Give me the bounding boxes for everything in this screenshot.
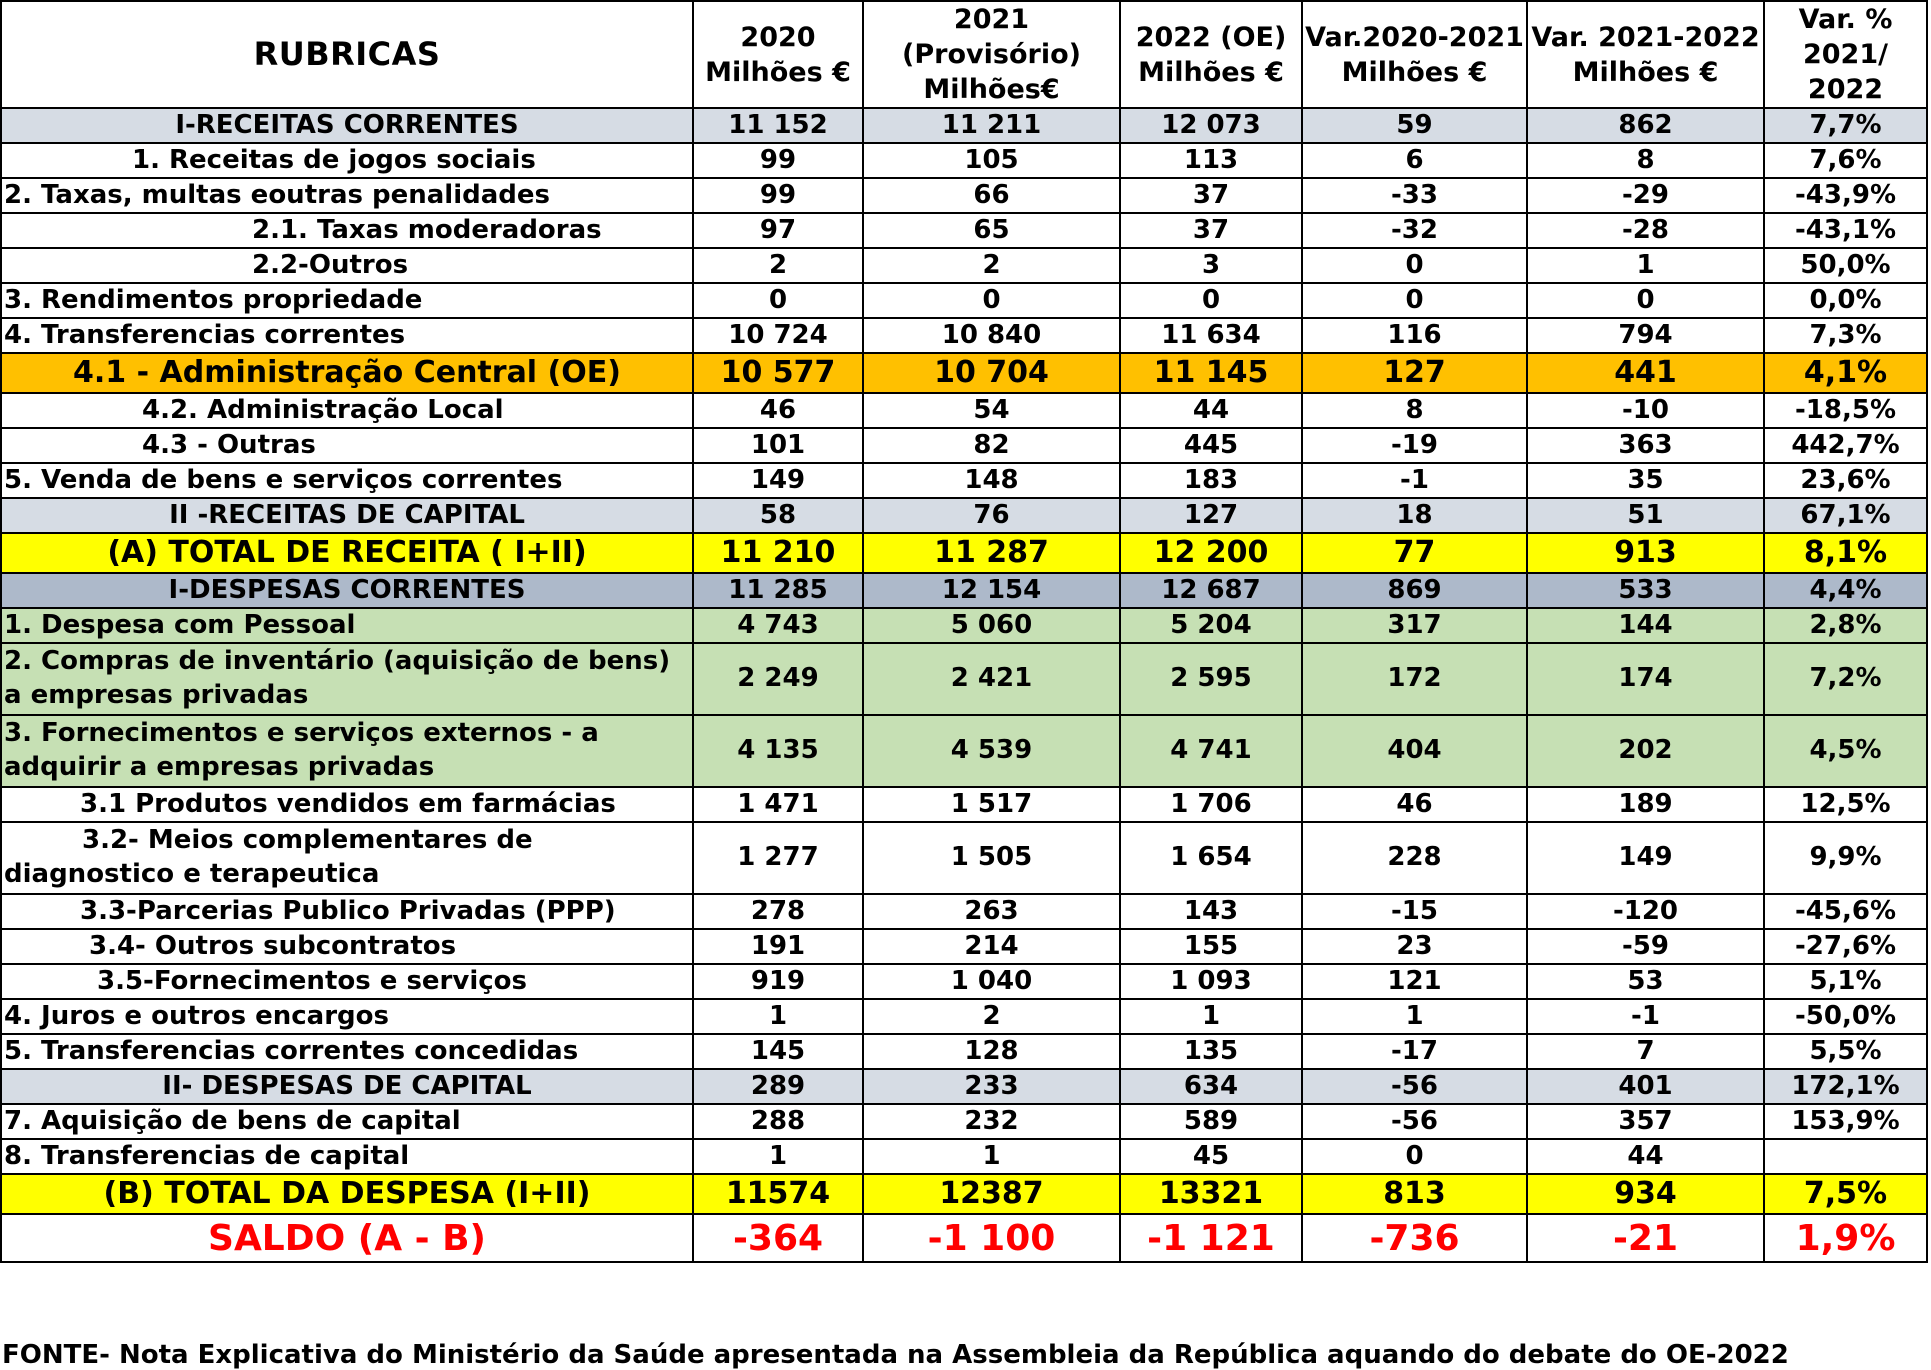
cell-col-5: -120 <box>1527 894 1764 929</box>
cell-col-6: -50,0% <box>1764 999 1927 1034</box>
cell-col-3: 135 <box>1120 1034 1302 1069</box>
cell-col-3: 45 <box>1120 1139 1302 1174</box>
cell-col-2: 232 <box>863 1104 1120 1139</box>
cell-col-6: 2,8% <box>1764 608 1927 643</box>
cell-col-3: 11 634 <box>1120 318 1302 353</box>
cell-col-1: 919 <box>693 964 863 999</box>
cell-col-6: 5,5% <box>1764 1034 1927 1069</box>
cell-col-5: 7 <box>1527 1034 1764 1069</box>
cell-col-4: 6 <box>1302 143 1527 178</box>
cell-col-6: 4,4% <box>1764 573 1927 608</box>
cell-col-2: 0 <box>863 283 1120 318</box>
cell-col-4: -19 <box>1302 428 1527 463</box>
cell-col-5: 794 <box>1527 318 1764 353</box>
cell-col-5: 144 <box>1527 608 1764 643</box>
cell-col-5: 441 <box>1527 353 1764 393</box>
cell-col-3: 127 <box>1120 498 1302 533</box>
table-row <box>1 1214 1927 1262</box>
table-row <box>1 608 1927 643</box>
row-label: 2.1. Taxas moderadoras <box>1 213 693 248</box>
cell-col-3: 1 <box>1120 999 1302 1034</box>
row-label: 1. Despesa com Pessoal <box>1 608 693 643</box>
cell-col-4: 0 <box>1302 248 1527 283</box>
table-row <box>1 1069 1927 1104</box>
cell-col-6: -43,1% <box>1764 213 1927 248</box>
cell-col-1: 10 577 <box>693 353 863 393</box>
cell-col-2: 148 <box>863 463 1120 498</box>
cell-col-1: 1 <box>693 999 863 1034</box>
header-2020: 2020 Milhões € <box>693 1 863 108</box>
cell-col-3: -1 121 <box>1120 1214 1302 1262</box>
cell-col-1: 1 471 <box>693 787 863 822</box>
cell-col-5: 1 <box>1527 248 1764 283</box>
cell-col-5: 44 <box>1527 1139 1764 1174</box>
table-row <box>1 1034 1927 1069</box>
row-label: 2.2-Outros <box>1 248 693 283</box>
cell-col-5: 401 <box>1527 1069 1764 1104</box>
row-label: SALDO (A - B) <box>1 1214 693 1262</box>
header-var-2020-2021: Var.2020-2021 Milhões € <box>1302 1 1527 108</box>
row-label: I-RECEITAS CORRENTES <box>1 108 693 143</box>
cell-col-3: 12 200 <box>1120 533 1302 573</box>
cell-col-1: 145 <box>693 1034 863 1069</box>
cell-col-6: -18,5% <box>1764 393 1927 428</box>
cell-col-1: 0 <box>693 283 863 318</box>
cell-col-2: 66 <box>863 178 1120 213</box>
row-label: 3. Fornecimentos e serviços externos - a adquirir a empresas privadas <box>1 715 693 787</box>
cell-col-3: 37 <box>1120 213 1302 248</box>
cell-col-6: 153,9% <box>1764 1104 1927 1139</box>
cell-col-5: 862 <box>1527 108 1764 143</box>
cell-col-2: 5 060 <box>863 608 1120 643</box>
header-2021: 2021 (Provisório) Milhões€ <box>863 1 1120 108</box>
cell-col-5: 53 <box>1527 964 1764 999</box>
cell-col-4: 228 <box>1302 822 1527 894</box>
row-label: 3.1 Produtos vendidos em farmácias <box>1 787 693 822</box>
table-row <box>1 428 1927 463</box>
cell-col-2: 233 <box>863 1069 1120 1104</box>
source-note: FONTE- Nota Explicativa do Ministério da Saúde apresentada na Assembleia da República aquando do debate do OE-2022 <box>2 1340 1789 1370</box>
cell-col-3: 5 204 <box>1120 608 1302 643</box>
cell-col-2: 2 <box>863 999 1120 1034</box>
cell-col-3: 11 145 <box>1120 353 1302 393</box>
table-row <box>1 283 1927 318</box>
row-label: 8. Transferencias de capital <box>1 1139 693 1174</box>
cell-col-4: 77 <box>1302 533 1527 573</box>
cell-col-2: 1 <box>863 1139 1120 1174</box>
cell-col-5: 51 <box>1527 498 1764 533</box>
cell-col-4: 813 <box>1302 1174 1527 1214</box>
cell-col-1: 101 <box>693 428 863 463</box>
cell-col-4: 18 <box>1302 498 1527 533</box>
cell-col-3: 2 595 <box>1120 643 1302 715</box>
table-row <box>1 1139 1927 1174</box>
table-row <box>1 108 1927 143</box>
cell-col-2: 2 421 <box>863 643 1120 715</box>
cell-col-6: 172,1% <box>1764 1069 1927 1104</box>
cell-col-2: 1 040 <box>863 964 1120 999</box>
cell-col-5: -10 <box>1527 393 1764 428</box>
cell-col-1: 11 285 <box>693 573 863 608</box>
row-label: 5. Transferencias correntes concedidas <box>1 1034 693 1069</box>
cell-col-5: 363 <box>1527 428 1764 463</box>
cell-col-5: 357 <box>1527 1104 1764 1139</box>
cell-col-4: 317 <box>1302 608 1527 643</box>
cell-col-4: -56 <box>1302 1069 1527 1104</box>
row-label: 3.3-Parcerias Publico Privadas (PPP) <box>1 894 693 929</box>
cell-col-1: 99 <box>693 178 863 213</box>
cell-col-1: 1 277 <box>693 822 863 894</box>
cell-col-3: 37 <box>1120 178 1302 213</box>
cell-col-5: -1 <box>1527 999 1764 1034</box>
cell-col-4: 1 <box>1302 999 1527 1034</box>
cell-col-2: 1 517 <box>863 787 1120 822</box>
cell-col-1: 4 743 <box>693 608 863 643</box>
cell-col-2: 12 154 <box>863 573 1120 608</box>
cell-col-4: -33 <box>1302 178 1527 213</box>
row-label: 3.4- Outros subcontratos <box>1 929 693 964</box>
table-row <box>1 929 1927 964</box>
cell-col-5: -21 <box>1527 1214 1764 1262</box>
cell-col-4: -15 <box>1302 894 1527 929</box>
cell-col-4: 127 <box>1302 353 1527 393</box>
cell-col-1: 191 <box>693 929 863 964</box>
row-label: 3. Rendimentos propriedade <box>1 283 693 318</box>
cell-col-5: 533 <box>1527 573 1764 608</box>
cell-col-4: -56 <box>1302 1104 1527 1139</box>
cell-col-4: 116 <box>1302 318 1527 353</box>
cell-col-6: 5,1% <box>1764 964 1927 999</box>
cell-col-5: -28 <box>1527 213 1764 248</box>
cell-col-3: 113 <box>1120 143 1302 178</box>
cell-col-2: 105 <box>863 143 1120 178</box>
table-row <box>1 248 1927 283</box>
row-label: II- DESPESAS DE CAPITAL <box>1 1069 693 1104</box>
cell-col-2: 10 704 <box>863 353 1120 393</box>
cell-col-2: 1 505 <box>863 822 1120 894</box>
cell-col-2: 10 840 <box>863 318 1120 353</box>
cell-col-6: 12,5% <box>1764 787 1927 822</box>
cell-col-6: -43,9% <box>1764 178 1927 213</box>
cell-col-5: 35 <box>1527 463 1764 498</box>
cell-col-2: 76 <box>863 498 1120 533</box>
row-label: 2. Taxas, multas eoutras penalidades <box>1 178 693 213</box>
cell-col-5: 934 <box>1527 1174 1764 1214</box>
header-var-pct: Var. % 2021/ 2022 <box>1764 1 1927 108</box>
cell-col-6: 67,1% <box>1764 498 1927 533</box>
table-row <box>1 573 1927 608</box>
cell-col-3: 13321 <box>1120 1174 1302 1214</box>
cell-col-2: 4 539 <box>863 715 1120 787</box>
cell-col-2: 128 <box>863 1034 1120 1069</box>
cell-col-6: 7,2% <box>1764 643 1927 715</box>
cell-col-4: 0 <box>1302 1139 1527 1174</box>
header-rubricas: RUBRICAS <box>1 1 693 108</box>
row-label: 3.5-Fornecimentos e serviços <box>1 964 693 999</box>
cell-col-2: 11 211 <box>863 108 1120 143</box>
table-row <box>1 964 1927 999</box>
table-row <box>1 318 1927 353</box>
cell-col-2: 82 <box>863 428 1120 463</box>
table-row <box>1 463 1927 498</box>
cell-col-4: -17 <box>1302 1034 1527 1069</box>
cell-col-2: 2 <box>863 248 1120 283</box>
cell-col-6: 7,6% <box>1764 143 1927 178</box>
cell-col-4: 869 <box>1302 573 1527 608</box>
cell-col-4: -32 <box>1302 213 1527 248</box>
cell-col-6: 442,7% <box>1764 428 1927 463</box>
cell-col-6: -27,6% <box>1764 929 1927 964</box>
cell-col-1: 11 210 <box>693 533 863 573</box>
cell-col-3: 143 <box>1120 894 1302 929</box>
table-row <box>1 1104 1927 1139</box>
cell-col-5: -59 <box>1527 929 1764 964</box>
table-row <box>1 393 1927 428</box>
cell-col-6: 0,0% <box>1764 283 1927 318</box>
cell-col-4: 121 <box>1302 964 1527 999</box>
cell-col-1: 4 135 <box>693 715 863 787</box>
cell-col-6: 7,7% <box>1764 108 1927 143</box>
cell-col-3: 589 <box>1120 1104 1302 1139</box>
cell-col-1: 11 152 <box>693 108 863 143</box>
header-row <box>1 1 1927 108</box>
cell-col-1: 10 724 <box>693 318 863 353</box>
cell-col-3: 44 <box>1120 393 1302 428</box>
cell-col-3: 1 654 <box>1120 822 1302 894</box>
row-label: II -RECEITAS DE CAPITAL <box>1 498 693 533</box>
cell-col-3: 183 <box>1120 463 1302 498</box>
cell-col-4: -1 <box>1302 463 1527 498</box>
cell-col-1: 46 <box>693 393 863 428</box>
cell-col-4: 59 <box>1302 108 1527 143</box>
row-label: 4. Juros e outros encargos <box>1 999 693 1034</box>
cell-col-6: 9,9% <box>1764 822 1927 894</box>
row-label: I-DESPESAS CORRENTES <box>1 573 693 608</box>
cell-col-4: -736 <box>1302 1214 1527 1262</box>
row-label: 4. Transferencias correntes <box>1 318 693 353</box>
cell-col-3: 12 687 <box>1120 573 1302 608</box>
cell-col-3: 445 <box>1120 428 1302 463</box>
cell-col-5: 189 <box>1527 787 1764 822</box>
header-var-2021-2022: Var. 2021-2022 Milhões € <box>1527 1 1764 108</box>
cell-col-1: 278 <box>693 894 863 929</box>
row-label: 3.2- Meios complementares de diagnostico e terapeutica <box>1 822 693 894</box>
table-row <box>1 353 1927 393</box>
row-label: (B) TOTAL DA DESPESA (I+II) <box>1 1174 693 1214</box>
cell-col-2: 263 <box>863 894 1120 929</box>
header-2022: 2022 (OE) Milhões € <box>1120 1 1302 108</box>
cell-col-6: 23,6% <box>1764 463 1927 498</box>
table-row <box>1 143 1927 178</box>
cell-col-3: 1 706 <box>1120 787 1302 822</box>
cell-col-1: 289 <box>693 1069 863 1104</box>
cell-col-5: 8 <box>1527 143 1764 178</box>
table-row <box>1 822 1927 894</box>
cell-col-3: 634 <box>1120 1069 1302 1104</box>
cell-col-6: 50,0% <box>1764 248 1927 283</box>
row-label: 4.1 - Administração Central (OE) <box>1 353 693 393</box>
cell-col-2: 12387 <box>863 1174 1120 1214</box>
table-row <box>1 643 1927 715</box>
cell-col-5: -29 <box>1527 178 1764 213</box>
row-label: 1. Receitas de jogos sociais <box>1 143 693 178</box>
cell-col-6: 4,1% <box>1764 353 1927 393</box>
cell-col-1: 11574 <box>693 1174 863 1214</box>
cell-col-6: -45,6% <box>1764 894 1927 929</box>
cell-col-1: 97 <box>693 213 863 248</box>
row-label: 4.2. Administração Local <box>1 393 693 428</box>
table-row <box>1 178 1927 213</box>
cell-col-1: 288 <box>693 1104 863 1139</box>
cell-col-6: 7,3% <box>1764 318 1927 353</box>
cell-col-4: 8 <box>1302 393 1527 428</box>
cell-col-3: 155 <box>1120 929 1302 964</box>
cell-col-1: 99 <box>693 143 863 178</box>
table-row <box>1 787 1927 822</box>
table-row <box>1 533 1927 573</box>
cell-col-6 <box>1764 1139 1927 1174</box>
cell-col-6: 7,5% <box>1764 1174 1927 1214</box>
cell-col-4: 23 <box>1302 929 1527 964</box>
cell-col-5: 149 <box>1527 822 1764 894</box>
cell-col-3: 0 <box>1120 283 1302 318</box>
table-row <box>1 999 1927 1034</box>
table-row <box>1 894 1927 929</box>
cell-col-5: 913 <box>1527 533 1764 573</box>
row-label: 4.3 - Outras <box>1 428 693 463</box>
table-row <box>1 1174 1927 1214</box>
cell-col-5: 174 <box>1527 643 1764 715</box>
cell-col-2: 54 <box>863 393 1120 428</box>
cell-col-2: 11 287 <box>863 533 1120 573</box>
cell-col-3: 3 <box>1120 248 1302 283</box>
cell-col-2: -1 100 <box>863 1214 1120 1262</box>
cell-col-3: 4 741 <box>1120 715 1302 787</box>
cell-col-4: 172 <box>1302 643 1527 715</box>
cell-col-1: 149 <box>693 463 863 498</box>
table-row <box>1 715 1927 787</box>
cell-col-5: 0 <box>1527 283 1764 318</box>
cell-col-6: 4,5% <box>1764 715 1927 787</box>
cell-col-4: 46 <box>1302 787 1527 822</box>
cell-col-1: 2 <box>693 248 863 283</box>
cell-col-2: 65 <box>863 213 1120 248</box>
cell-col-2: 214 <box>863 929 1120 964</box>
row-label: 7. Aquisição de bens de capital <box>1 1104 693 1139</box>
cell-col-6: 1,9% <box>1764 1214 1927 1262</box>
cell-col-1: 58 <box>693 498 863 533</box>
cell-col-4: 0 <box>1302 283 1527 318</box>
row-label: (A) TOTAL DE RECEITA ( I+II) <box>1 533 693 573</box>
cell-col-5: 202 <box>1527 715 1764 787</box>
row-label: 2. Compras de inventário (aquisição de bens) a empresas privadas <box>1 643 693 715</box>
cell-col-4: 404 <box>1302 715 1527 787</box>
table-row <box>1 498 1927 533</box>
cell-col-1: 1 <box>693 1139 863 1174</box>
cell-col-3: 12 073 <box>1120 108 1302 143</box>
cell-col-3: 1 093 <box>1120 964 1302 999</box>
cell-col-1: 2 249 <box>693 643 863 715</box>
cell-col-1: -364 <box>693 1214 863 1262</box>
row-label: 5. Venda de bens e serviços correntes <box>1 463 693 498</box>
table-row <box>1 213 1927 248</box>
cell-col-6: 8,1% <box>1764 533 1927 573</box>
